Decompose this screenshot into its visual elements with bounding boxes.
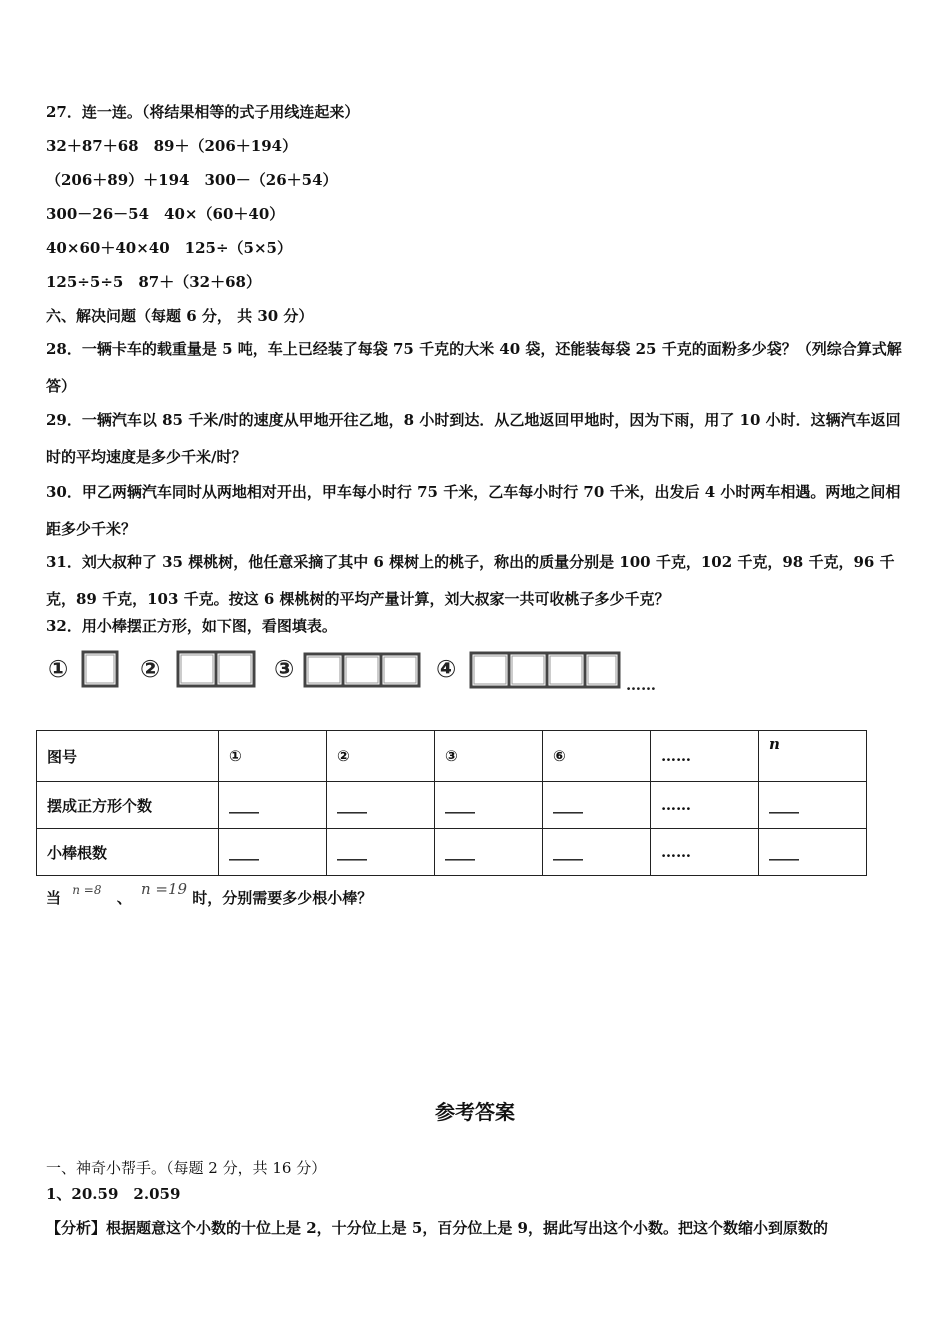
q32-follow-question bbox=[46, 880, 373, 909]
q28: 28．一辆卡车的载重量是 5 吨，车上已经装了每袋 75 千克的大米 40 袋，还能装每袋 25 千克的面粉多少袋？（列综合算式解答） bbox=[46, 340, 902, 395]
q27-row-4: 40×60＋40×40 125÷（5×5） bbox=[46, 239, 292, 257]
stick-squares-figure bbox=[46, 648, 686, 694]
table-cell[interactable]: ____ bbox=[219, 782, 327, 829]
fig4-square-2 bbox=[509, 653, 547, 687]
q27-row-5: 125÷5÷5 87＋（32＋68） bbox=[46, 273, 261, 291]
answer-1-analysis: 【分析】根据题意这个小数的十位上是 2，十分位上是 5，百分位上是 9，据此写出这个小数。把这个数缩小到原数的 bbox=[46, 1219, 828, 1237]
table-cell[interactable]: ____ bbox=[759, 829, 867, 876]
table-cell: ⑥ bbox=[543, 731, 651, 782]
follow-suffix: 时，分别需要多少根小棒？ bbox=[192, 889, 373, 907]
table-cell[interactable]: ____ bbox=[543, 829, 651, 876]
table-cell[interactable]: ____ bbox=[759, 782, 867, 829]
table-row bbox=[37, 731, 867, 782]
q31: 31．刘大叔种了 35 棵桃树，他任意采摘了其中 6 棵树上的桃子，称出的质量分别是 100 千克，102 千克，98 千克，96 千克，89 千克，103 千克。按这 6 棵桃树的平均产量计算，刘大叔家一共可收桃子多少千克？ bbox=[46, 553, 895, 608]
table-cell: ① bbox=[219, 731, 327, 782]
q27-row-3: 300－26－54 40×（60＋40） bbox=[46, 205, 285, 223]
fig3-square-1 bbox=[305, 654, 343, 686]
q29: 29．一辆汽车以 85 千米/时的速度从甲地开往乙地，8 小时到达．从乙地返回甲地时，因为下雨，用了 10 小时．这辆汽车返回时的平均速度是多少千米/时？ bbox=[46, 411, 901, 466]
fig4-square-4 bbox=[585, 653, 619, 687]
follow-n2: n =19 bbox=[140, 880, 188, 898]
table-row bbox=[37, 782, 867, 829]
table-cell: n bbox=[759, 731, 867, 782]
table-cell[interactable]: ____ bbox=[543, 782, 651, 829]
table-cell[interactable]: ____ bbox=[435, 782, 543, 829]
follow-sep: 、 bbox=[116, 889, 132, 907]
answers-section-1: 一、神奇小帮手。（每题 2 分，共 16 分） bbox=[46, 1159, 327, 1177]
fig3-square-2 bbox=[343, 654, 381, 686]
fig3-square-3 bbox=[381, 654, 419, 686]
figure-label-4: ④ bbox=[436, 655, 457, 683]
figure-ellipsis: …… bbox=[626, 676, 656, 694]
table-cell[interactable]: ____ bbox=[219, 829, 327, 876]
fig2-square-1 bbox=[178, 652, 216, 686]
follow-prefix: 当 bbox=[46, 889, 62, 907]
table-cell[interactable]: ____ bbox=[435, 829, 543, 876]
q27-row-1: 32＋87＋68 89＋（206＋194） bbox=[46, 137, 298, 155]
figure-label-2: ② bbox=[140, 655, 161, 683]
table-cell: ② bbox=[327, 731, 435, 782]
table-cell: 摆成正方形个数 bbox=[37, 782, 219, 829]
q30: 30．甲乙两辆汽车同时从两地相对开出，甲车每小时行 75 千米，乙车每小时行 70 千米，出发后 4 小时两车相遇。两地之间相距多少千米？ bbox=[46, 483, 901, 538]
table-cell[interactable]: ____ bbox=[327, 829, 435, 876]
q27-title: 27．连一连。（将结果相等的式子用线连起来） bbox=[46, 103, 360, 121]
table-cell: 图号 bbox=[37, 731, 219, 782]
table-row bbox=[37, 829, 867, 876]
section-6-heading: 六、解决问题（每题 6 分， 共 30 分） bbox=[46, 307, 314, 325]
table-cell: …… bbox=[651, 731, 759, 782]
answers-title: 参考答案 bbox=[435, 1100, 515, 1124]
fig4-square-1 bbox=[471, 653, 509, 687]
q27-row-2: （206＋89）＋194 300－（26＋54） bbox=[46, 171, 338, 189]
figure-label-3: ③ bbox=[274, 655, 295, 683]
figure-label-1: ① bbox=[48, 655, 69, 683]
fig2-square-2 bbox=[216, 652, 254, 686]
table-cell: ③ bbox=[435, 731, 543, 782]
follow-n1: n =8 bbox=[72, 883, 102, 897]
table-cell: …… bbox=[651, 782, 759, 829]
fig4-square-3 bbox=[547, 653, 585, 687]
fig1-square bbox=[83, 652, 117, 686]
stick-table bbox=[36, 730, 867, 876]
table-cell: …… bbox=[651, 829, 759, 876]
table-cell[interactable]: ____ bbox=[327, 782, 435, 829]
table-cell: 小棒根数 bbox=[37, 829, 219, 876]
answer-1: 1、20.59 2.059 bbox=[46, 1185, 181, 1203]
q32-title: 32．用小棒摆正方形，如下图，看图填表。 bbox=[46, 617, 337, 635]
